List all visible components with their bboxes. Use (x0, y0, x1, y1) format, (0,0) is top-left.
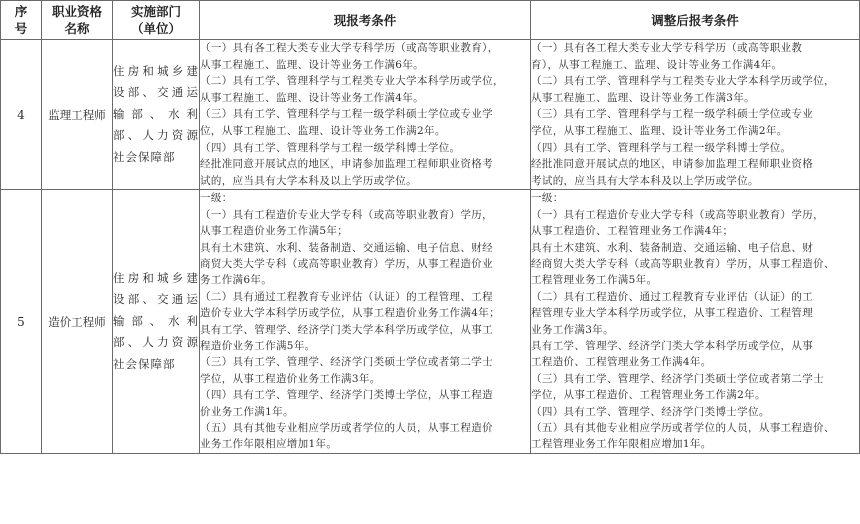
header-title: 职业资格 名称 (42, 1, 113, 40)
table-row (1, 190, 860, 454)
condition-line: 商贸大类大学专科（或高等职业教育）学历，从事工程造价业 (200, 257, 493, 270)
condition-line: 学位，从事工程造价、工程管理业务工作满2年。 (531, 389, 766, 402)
condition-line: 从事工程造价、工程管理业务工作满4年； (531, 225, 734, 238)
condition-line: 考试的，应当具有大学本科及以上学历或学位。 (531, 174, 759, 187)
condition-line: 学位，从事工程施工、监理、设计等业务工作满2年。 (531, 124, 788, 137)
condition-line: （三）具有工学、管理学、经济学门类硕士学位或者第二学士 (531, 372, 824, 385)
condition-line: （二）具有工学、管理科学与工程类专业大学本科学历或学位， (200, 75, 504, 88)
condition-line: 一级： (200, 192, 233, 205)
header-seq: 序 号 (1, 1, 42, 40)
header-row (1, 1, 860, 40)
condition-line: 从事工程施工、监理、设计等业务工作满4年。 (200, 91, 425, 104)
row-title: 监理工程师 (42, 40, 113, 190)
condition-line: （四）具有工学、管理科学与工程一级学科博士学位。 (200, 141, 461, 154)
condition-line: （一）具有各工程大类专业大学专科学历（或高等职业教育）， (200, 42, 499, 54)
condition-line: （三）具有工学、管理科学与工程一级学科硕士学位或专业学 (200, 108, 493, 121)
condition-line: 业务工作年限相应增加1年。 (200, 438, 338, 451)
condition-line: 位，从事工程施工、监理、设计等业务工作满2年。 (200, 124, 446, 137)
condition-line: （五）具有其他专业相应学历或者学位的人员，从事工程造价、 (531, 422, 835, 435)
condition-line: 程造价业务工作满5年。 (200, 340, 316, 352)
condition-line: 价业务工作满1年。 (200, 405, 294, 418)
condition-line: 从事工程施工、监理、设计等业务工作满3年。 (531, 91, 756, 104)
row-seq: 5 (1, 190, 42, 454)
table-row (1, 40, 860, 190)
condition-line: （五）具有其他专业相应学历或者学位的人员，从事工程造价 (200, 422, 493, 435)
condition-line: （二）具有工程造价、通过工程教育专业评估（认证）的工 (531, 290, 814, 303)
row-current-conditions (200, 190, 531, 454)
row-seq: 4 (1, 40, 42, 190)
header-dept: 实施部门 （单位） (113, 1, 200, 40)
condition-line: （四）具有工学、管理学、经济学门类博士学位，从事工程造 (200, 389, 493, 402)
header-adjusted-conditions: 调整后报考条件 (531, 1, 860, 40)
row-adjusted-conditions (531, 190, 860, 454)
condition-line: （三）具有工学、管理学、经济学门类硕士学位或者第二学士 (200, 356, 493, 369)
header-current-conditions: 现报考条件 (200, 1, 531, 40)
condition-line: 造价专业大学本科学历或学位，从事工程造价业务工作满4年； (200, 307, 500, 320)
condition-line: 工程管理业务工作满5年。 (531, 274, 658, 287)
row-adjusted-conditions (531, 40, 860, 190)
condition-line: 经批准同意开展试点的地区，申请参加监理工程师职业资格考 (200, 158, 493, 171)
condition-line: 一级： (531, 192, 564, 205)
condition-line: 育），从事工程施工、监理、设计等业务工作满4年。 (531, 58, 783, 71)
condition-line: 经批准同意开展试点的地区，申请参加监理工程师职业资格 (531, 158, 814, 171)
row-current-conditions (200, 40, 531, 190)
condition-line: 具有工学、管理学、经济学门类大学本科学历或学位，从事 (531, 340, 814, 352)
row-dept: 住房和城乡建设部、交通运输部、水利部、人力资源社会保障部 (113, 40, 200, 190)
condition-line: （一）具有工程造价专业大学专科（或高等职业教育）学历， (531, 208, 824, 221)
condition-line: （一）具有工程造价专业大学专科（或高等职业教育）学历， (200, 208, 493, 221)
condition-line: 具有工学、管理学、经济学门类大学本科学历或学位，从事工 (200, 323, 493, 336)
row-title: 造价工程师 (42, 190, 113, 454)
condition-line: 务工作满6年。 (200, 274, 273, 287)
condition-line: 程管理专业大学本科学历或学位，从事工程造价、工程管理 (531, 307, 814, 320)
row-dept: 住房和城乡建设部、交通运输部、水利部、人力资源社会保障部 (113, 190, 200, 454)
condition-line: 业务工作满3年。 (531, 323, 614, 336)
condition-line: （二）具有工学、管理科学与工程类专业大学本科学历或学位， (531, 75, 835, 88)
condition-line: 从事工程施工、监理、设计等业务工作满6年。 (200, 58, 425, 71)
condition-line: 学位，从事工程造价业务工作满3年。 (200, 372, 381, 385)
condition-line: 从事工程造价业务工作满5年； (200, 225, 349, 238)
condition-line: 具有土木建筑、水利、装备制造、交通运输、电子信息、财经 (200, 241, 493, 254)
condition-line: 试的，应当具有大学本科及以上学历或学位。 (200, 174, 417, 187)
condition-line: 工程造价、工程管理业务工作满4年。 (531, 356, 712, 369)
condition-line: （三）具有工学、管理科学与工程一级学科硕士学位或专业 (531, 108, 814, 121)
condition-line: 工程管理业务工作年限相应增加1年。 (531, 438, 712, 451)
condition-line: （一）具有各工程大类专业大学专科学历（或高等职业教 (531, 42, 803, 54)
condition-line: 经商贸大类大学专科（或高等职业教育）学历，从事工程造价、 (531, 257, 835, 270)
condition-line: （二）具有通过工程教育专业评估（认证）的工程管理、工程 (200, 290, 493, 303)
condition-line: （四）具有工学、管理科学与工程一级学科博士学位。 (531, 141, 792, 154)
condition-line: 具有土木建筑、水利、装备制造、交通运输、电子信息、财 (531, 241, 814, 254)
condition-line: （四）具有工学、管理学、经济学门类博士学位。 (531, 405, 770, 418)
